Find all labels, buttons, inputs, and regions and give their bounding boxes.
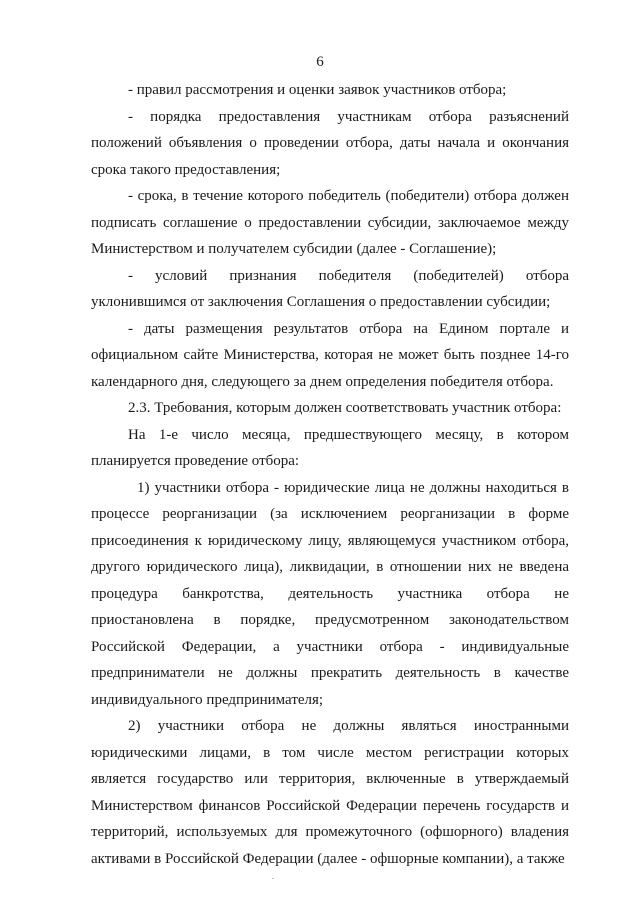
- page-number: 6: [316, 54, 324, 70]
- paragraph-requirement-2: 2) участники отбора не должны являться иностранными юридическими лицами, в том числе местом регистрации которых является государство или территория, включенные в утверждаемый Министерством финансов Российской Федерации перечень государств и территорий, используемых для промежуточного (офшорного) владения активами в Российской Федерации (далее - офшорные компании), а также: [91, 718, 569, 867]
- scan-speck: [272, 878, 274, 879]
- paragraph-results-publication: - даты размещения результатов отбора на Едином портале и официальном сайте Министерства, которая не может быть позднее 14-го календарного дня, следующего за днем определения победителя отбора.: [91, 320, 569, 390]
- document-body: [91, 77, 569, 872]
- paragraph-evasion-conditions: - условий признания победителя (победителей) отбора уклонившимся от заключения Соглашения о предоставлении субсидии;: [91, 267, 569, 310]
- paragraph-rules-review: - правил рассмотрения и оценки заявок участников отбора;: [128, 82, 507, 98]
- paragraph-clarification-procedure: - порядка предоставления участникам отбора разъяснений положений объявления о проведении отбора, даты начала и окончания срока такого предоставления;: [91, 108, 569, 178]
- paragraph-section-2-3-heading: 2.3. Требования, которым должен соответствовать участник отбора:: [128, 400, 562, 416]
- paragraph-requirement-1: 1) участники отбора - юридические лица не должны находиться в процессе реорганизации (за исключением реорганизации в форме присоединения к юридическому лицу, являющемуся участником отбора, другого юридического лица), ликвидации, в отношении них не введена процедура банкротства, деятельность участника отбора не приостановлена в порядке, предусмотренном законодательством Российской Федерации, а участники отбора - индивидуальные предприниматели не должны прекратить деятельность в качестве индивидуального предпринимателя;: [91, 479, 569, 708]
- paragraph-agreement-deadline: - срока, в течение которого победитель (победители) отбора должен подписать соглашение о предоставлении субсидии, заключаемое между Министерством и получателем субсидии (далее - Соглашение);: [91, 188, 569, 257]
- paragraph-reference-date: На 1-е число месяца, предшествующего месяцу, в котором планируется проведение отбора:: [91, 426, 569, 469]
